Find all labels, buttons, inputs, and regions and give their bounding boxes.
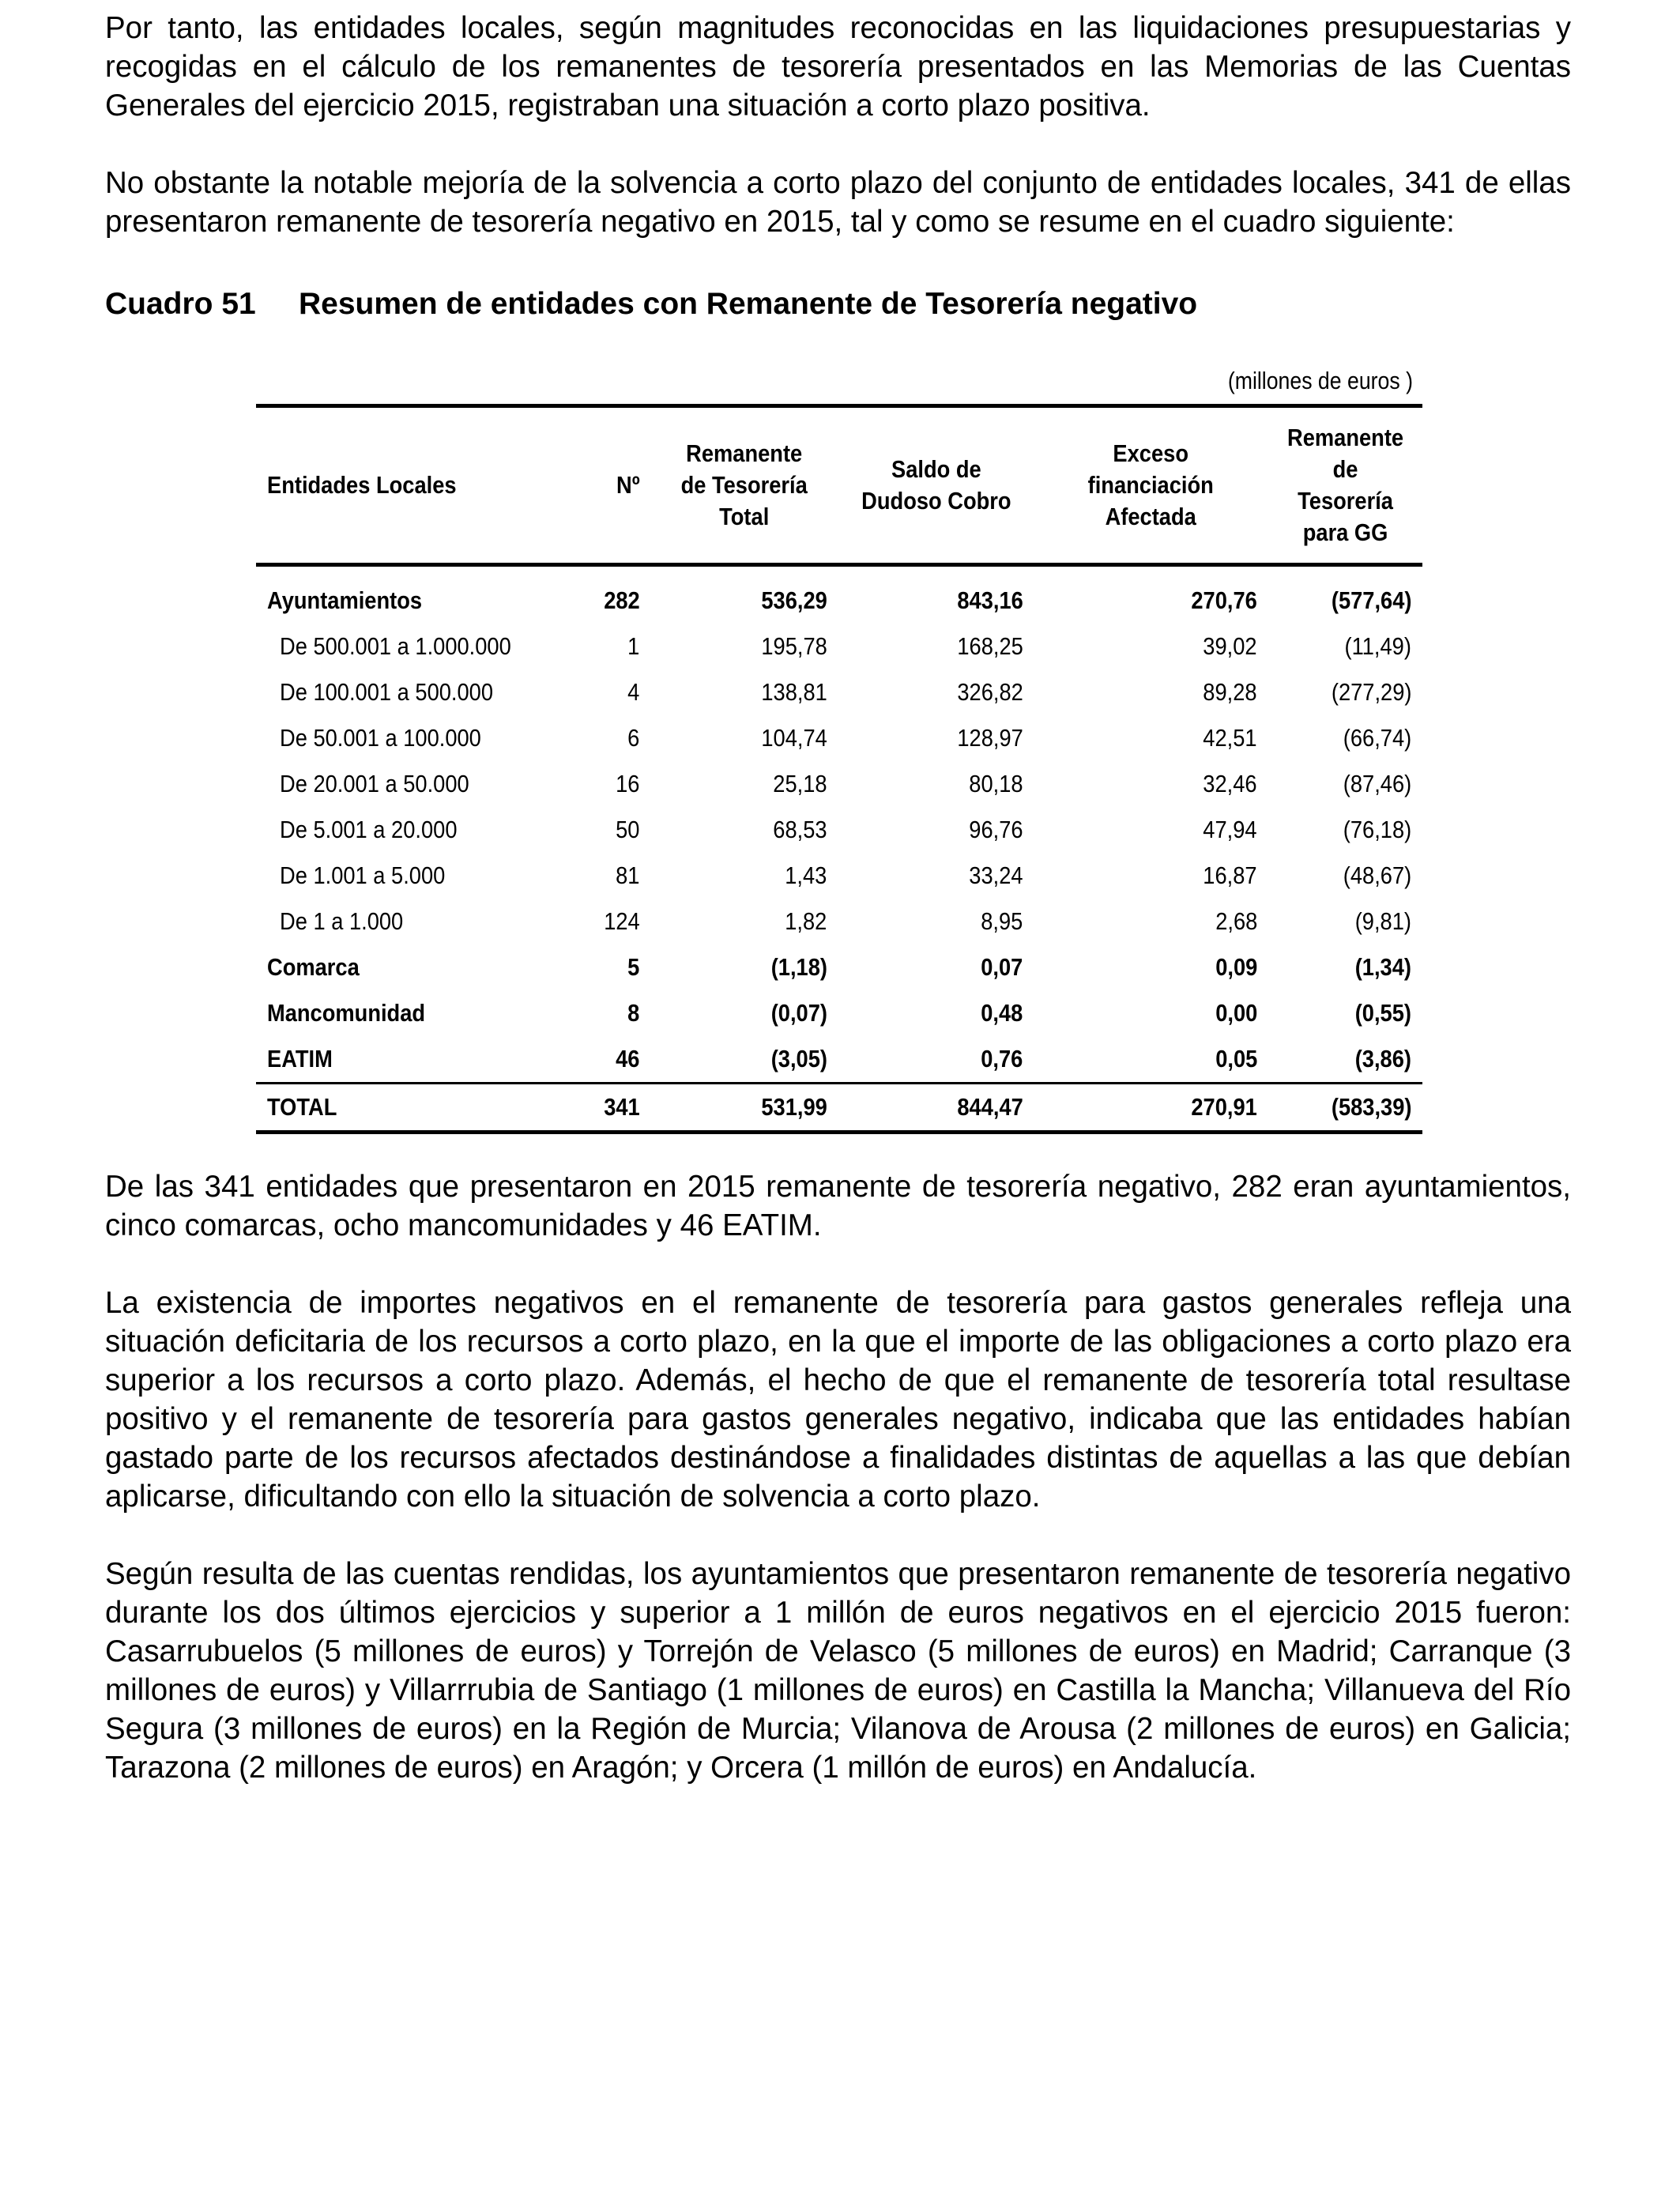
cell-rt-total: 25,18 (773, 770, 827, 797)
cell-exceso: 0,09 (1215, 953, 1257, 981)
cell-exceso: 47,94 (1203, 816, 1257, 843)
paragraph-4: La existencia de importes negativos en el remanente de tesorería para gastos generales refleja una situación deficitaria de los recursos a corto plazo, en la que el importe de las obligaciones a corto plazo era superior a los recursos a corto plazo. Además, el hecho de que el remanente de tesorería total resultase positivo y el remanente de tesorería para gastos generales negativo, indicaba que las entidades habían gastado parte de los recursos afectados destinándose a finalidades distintas de aquellas a las que debían aplicarse, dificultando con ello la situación de solvencia a corto plazo. (105, 1286, 1571, 1514)
cell-name: De 50.001 a 100.000 (280, 724, 481, 752)
table-header-row (256, 406, 1422, 565)
header-remanente-gg: Remanente de Tesorería para GG (1268, 406, 1422, 565)
table-row (256, 1036, 1422, 1084)
document-page (105, 0, 1571, 1787)
cell-rt-gg: (11,49) (1344, 632, 1411, 660)
cell-name: EATIM (267, 1045, 333, 1072)
paragraph-5: Según resulta de las cuentas rendidas, los ayuntamientos que presentaron remanente de tesorería negativo durante los dos últimos ejercicios y superior a 1 millón de euros negativos en el ejercicio 2015 fueron: Casarrubuelos (5 millones de euros) y Torrejón de Velasco (5 millones de euros) en Madrid; Carranque (3 millones de euros) y Villarrrubia de Santiago (1 millones de euros) en Castilla la Mancha; Villanueva del Río Segura (3 millones de euros) en la Región de Murcia; Vilanova de Arousa (2 millones de euros) en Galicia; Tarazona (2 millones de euros) en Aragón; y Orcera (1 millón de euros) en Andalucía. (105, 1557, 1571, 1785)
cell-name: TOTAL (256, 1084, 561, 1133)
table-row (256, 715, 1422, 761)
cell-rt-gg: (277,29) (1331, 678, 1411, 706)
table-row (256, 990, 1422, 1036)
cell-name: De 20.001 a 50.000 (280, 770, 469, 797)
cell-rt-gg: (87,46) (1343, 770, 1411, 797)
table-row (256, 565, 1422, 624)
cell-exceso: 89,28 (1203, 678, 1257, 706)
cell-rt-gg: (9,81) (1354, 907, 1411, 935)
cell-rt-gg: (3,86) (1354, 1045, 1411, 1072)
cell-exceso: 0,05 (1215, 1045, 1257, 1072)
cell-rt-gg: (0,55) (1354, 999, 1411, 1027)
table-row (256, 807, 1422, 853)
cell-n: 8 (627, 999, 640, 1027)
header-dudoso-cobro: Saldo de Dudoso Cobro (838, 406, 1034, 565)
cell-exceso: 16,87 (1203, 861, 1257, 889)
header-entidades: Entidades Locales (256, 406, 561, 565)
cell-name: De 1.001 a 5.000 (280, 861, 446, 889)
cell-exceso: 39,02 (1203, 632, 1257, 660)
cell-rt-gg: (76,18) (1343, 816, 1411, 843)
cell-n: 5 (627, 953, 640, 981)
table-row (256, 899, 1422, 944)
paragraph-3: De las 341 entidades que presentaron en 2015 remanente de tesorería negativo, 282 eran ayuntamientos, cinco comarcas, ocho mancomunidades y 46 EATIM. (105, 1170, 1571, 1242)
cell-rt-total: 536,29 (761, 586, 827, 614)
table-row (256, 944, 1422, 990)
cell-n: 282 (603, 586, 640, 614)
cell-rt-gg: (66,74) (1343, 724, 1411, 752)
cell-exceso: 0,00 (1215, 999, 1257, 1027)
cell-dudoso: 33,24 (969, 861, 1023, 889)
cell-rt-total: 104,74 (761, 724, 827, 752)
cell-exceso: 42,51 (1203, 724, 1257, 752)
cell-dudoso: 8,95 (981, 907, 1023, 935)
cell-exceso: 270,76 (1191, 586, 1257, 614)
cell-rt-total: 531,99 (650, 1084, 838, 1133)
table-units-note: (millones de euros ) (1227, 367, 1413, 394)
cell-dudoso: 0,48 (981, 999, 1023, 1027)
cell-dudoso: 96,76 (969, 816, 1023, 843)
cell-n: 16 (615, 770, 640, 797)
cell-dudoso: 0,07 (981, 953, 1023, 981)
cell-exceso: 270,91 (1034, 1084, 1268, 1133)
cell-name: De 1 a 1.000 (280, 907, 404, 935)
cell-rt-total: 195,78 (761, 632, 827, 660)
cell-name: Ayuntamientos (267, 586, 423, 614)
table-row (256, 761, 1422, 807)
table-container (256, 365, 1422, 1134)
cell-rt-total: 138,81 (761, 678, 827, 706)
table-caption-title: Resumen de entidades con Remanente de Tesorería negativo (299, 287, 1198, 321)
cell-n: 341 (561, 1084, 650, 1133)
table-row (256, 669, 1422, 715)
table-caption-number: Cuadro 51 (105, 287, 256, 321)
cell-dudoso: 326,82 (957, 678, 1023, 706)
cell-exceso: 32,46 (1203, 770, 1257, 797)
cell-n: 46 (615, 1045, 640, 1072)
table-row (256, 624, 1422, 669)
cell-name: De 5.001 a 20.000 (280, 816, 458, 843)
cell-name: De 500.001 a 1.000.000 (280, 632, 511, 660)
header-exceso-financiacion: Exceso financiación Afectada (1034, 406, 1268, 565)
cell-rt-gg: (48,67) (1343, 861, 1411, 889)
cell-rt-total: 1,43 (785, 861, 827, 889)
cell-name: Mancomunidad (267, 999, 426, 1027)
header-numero: Nº (561, 406, 650, 565)
cell-n: 124 (603, 907, 640, 935)
table-total-row (256, 1084, 1422, 1133)
cell-dudoso: 844,47 (838, 1084, 1034, 1133)
cell-dudoso: 843,16 (957, 586, 1023, 614)
cell-dudoso: 0,76 (981, 1045, 1023, 1072)
cell-rt-total: (0,07) (770, 999, 827, 1027)
cell-rt-total: 68,53 (773, 816, 827, 843)
cell-n: 1 (627, 632, 640, 660)
cell-n: 6 (627, 724, 640, 752)
cell-rt-total: 1,82 (785, 907, 827, 935)
summary-table (256, 404, 1422, 1134)
cell-dudoso: 168,25 (957, 632, 1023, 660)
cell-dudoso: 128,97 (957, 724, 1023, 752)
cell-rt-gg: (1,34) (1354, 953, 1411, 981)
cell-n: 50 (615, 816, 640, 843)
paragraph-2: No obstante la notable mejoría de la solvencia a corto plazo del conjunto de entidades locales, 341 de ellas presentaron remanente de tesorería negativo en 2015, tal y como se resume en el cuadro siguiente: (105, 166, 1571, 239)
cell-exceso: 2,68 (1215, 907, 1257, 935)
header-remanente-total: Remanente de Tesorería Total (650, 406, 838, 565)
cell-rt-gg: (583,39) (1268, 1084, 1422, 1133)
cell-rt-total: (3,05) (770, 1045, 827, 1072)
cell-n: 81 (615, 861, 640, 889)
cell-rt-total: (1,18) (770, 953, 827, 981)
cell-dudoso: 80,18 (969, 770, 1023, 797)
cell-rt-gg: (577,64) (1331, 586, 1411, 614)
cell-name: De 100.001 a 500.000 (280, 678, 494, 706)
table-row (256, 853, 1422, 899)
cell-n: 4 (627, 678, 640, 706)
table-body (256, 565, 1422, 1133)
cell-name: Comarca (267, 953, 360, 981)
paragraph-1: Por tanto, las entidades locales, según magnitudes reconocidas en las liquidaciones presupuestarias y recogidas en el cálculo de los remanentes de tesorería presentados en las Memorias de las Cuentas Generales del ejercicio 2015, registraban una situación a corto plazo positiva. (105, 11, 1571, 123)
table-caption (105, 285, 1571, 323)
